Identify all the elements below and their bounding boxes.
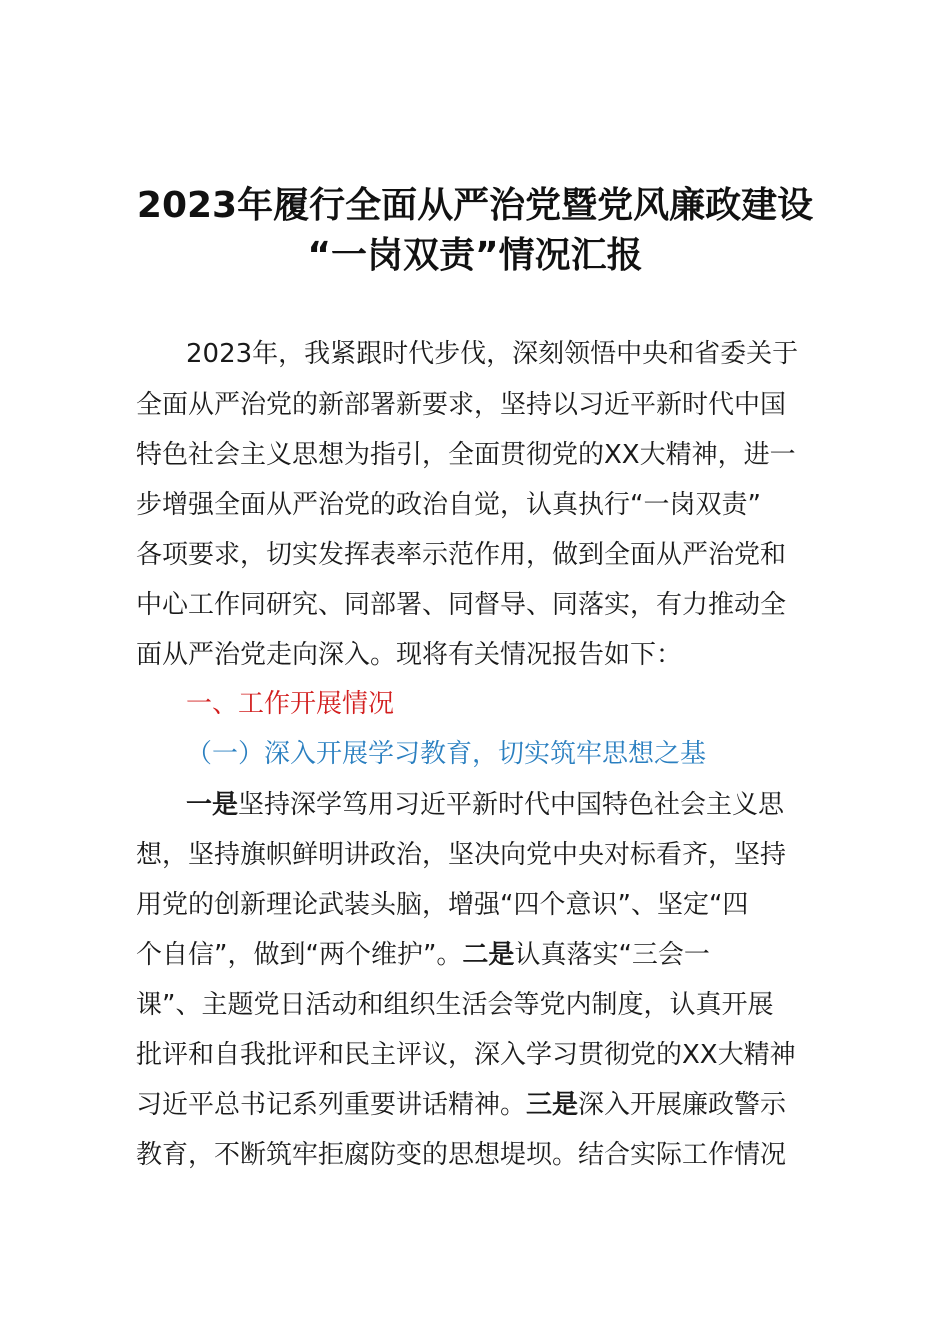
- body-line-4-tail: 认真落实“三会一: [514, 940, 710, 970]
- intro-line-4: 步增强全面从严治党的政治自觉，认真执行“一岗双责”: [136, 490, 761, 520]
- body-line-5: 课”、主题党日活动和组织生活会等党内制度，认真开展: [136, 990, 774, 1020]
- point-marker-3: 三是: [526, 1090, 579, 1120]
- body-line-1-text: 坚持深学笃用习近平新时代中国特色社会主义思: [238, 790, 785, 820]
- subsection-heading-1: （一）深入开展学习教育，切实筑牢思想之基: [186, 739, 707, 769]
- point-marker-1: 一是: [186, 790, 239, 820]
- intro-line-5: 各项要求，切实发挥表率示范作用，做到全面从严治党和: [136, 540, 787, 570]
- document-title-line-2: “一岗双责”情况汇报: [307, 235, 643, 276]
- body-line-1: [186, 780, 784, 830]
- intro-line-7: 面从严治党走向深入。现将有关情况报告如下：: [136, 640, 683, 670]
- section-heading-1: 一、工作开展情况: [186, 689, 395, 719]
- body-line-2: 想，坚持旗帜鲜明讲政治，坚决向党中央对标看齐，坚持: [136, 840, 787, 870]
- intro-line-6: 中心工作同研究、同部署、同督导、同落实，有力推动全: [136, 590, 787, 620]
- body-line-7-text: 习近平总书记系列重要讲话精神。: [136, 1090, 527, 1120]
- point-marker-2: 二是: [462, 940, 515, 970]
- body-line-7-tail: 深入开展廉政警示: [578, 1090, 787, 1120]
- intro-line-1: 2023年，我紧跟时代步伐，深刻领悟中央和省委关于: [186, 339, 799, 369]
- body-line-4-text: 个自信”，做到“两个维护”。: [136, 940, 463, 970]
- body-line-7: [136, 1080, 786, 1130]
- body-line-3: 用党的创新理论武装头脑，增强“四个意识”、坚定“四: [136, 890, 749, 920]
- document-title-line-1: 2023年履行全面从严治党暨党风廉政建设: [136, 185, 814, 226]
- body-line-4: [136, 930, 710, 980]
- intro-line-2: 全面从严治党的新部署新要求，坚持以习近平新时代中国: [136, 390, 787, 420]
- body-line-8: 教育，不断筑牢拒腐防变的思想堤坝。结合实际工作情况: [136, 1140, 787, 1170]
- intro-line-3: 特色社会主义思想为指引，全面贯彻党的XX大精神，进一: [136, 440, 796, 470]
- body-line-6: 批评和自我批评和民主评议，深入学习贯彻党的XX大精神: [136, 1040, 796, 1070]
